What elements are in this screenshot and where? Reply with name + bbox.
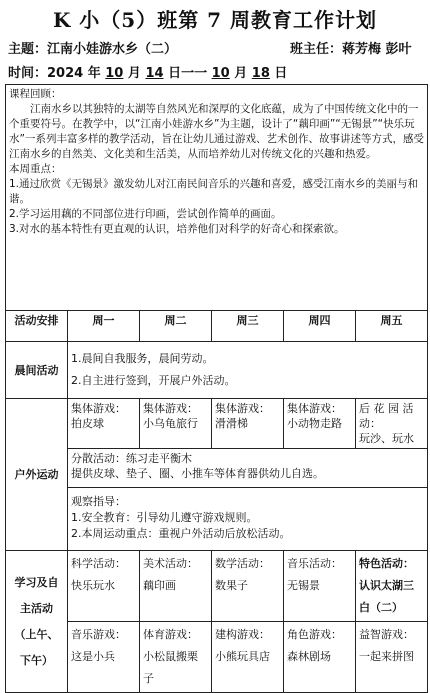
day-header-tue: 周二 <box>140 311 212 342</box>
morning-line: 1.晨间自我服务，晨间劳动。 <box>71 352 214 365</box>
cell-title: 美术活动： <box>143 557 198 570</box>
teacher-line <box>290 38 412 57</box>
cell-title: 科学活动： <box>71 557 126 570</box>
cell-title: 集体游戏： <box>143 402 198 415</box>
outdoor-cell-thu <box>284 399 356 449</box>
cell-content: 小松鼠搬栗子 <box>143 650 198 685</box>
end-month: 10 <box>211 66 230 81</box>
theme-line <box>8 38 177 57</box>
focus-item: 3.对水的基本特性有更直观的认识，培养他们对科学的好奇心和探索欲。 <box>9 223 345 235</box>
end-day-char: 日 <box>274 66 288 81</box>
cell-content: 滑滑梯 <box>215 417 248 430</box>
review-row <box>6 85 428 311</box>
morning-content <box>68 342 428 399</box>
learning-label-line: 主活动 <box>20 601 53 615</box>
time-year: 2024 年 <box>47 66 101 81</box>
date-separator: 日一一 <box>168 66 208 81</box>
focus-item: 2.学习运用藕的不同部位进行印画，尝试创作简单的画面。 <box>9 208 282 220</box>
theme-label: 主题： <box>8 42 48 57</box>
game-cell-tue <box>140 622 212 693</box>
cell-title: 建构游戏： <box>215 628 270 641</box>
date-range <box>8 62 287 81</box>
cell-title: 集体游戏： <box>71 402 126 415</box>
focus-item: 1.通过欣赏《无锡景》激发幼儿对江南民间音乐的兴趣和喜爱，感受江南水乡的美丽与和谐。 <box>9 178 419 205</box>
scatter-activity <box>68 449 428 488</box>
teacher-label: 班主任： <box>290 42 343 57</box>
cell-title: 集体游戏： <box>287 402 342 415</box>
start-month: 10 <box>105 66 124 81</box>
cell-title: 体育游戏： <box>143 628 198 641</box>
game-cell-wed <box>212 622 284 693</box>
cell-content: 认识太湖三白（二） <box>359 579 414 614</box>
cell-title: 角色游戏： <box>287 628 342 641</box>
corner-header: 活动安排 <box>6 311 68 342</box>
cell-content: 拍皮球 <box>71 417 104 430</box>
outdoor-observe-row <box>6 488 428 551</box>
start-day: 14 <box>145 66 164 81</box>
cell-content: 玩沙、玩水 <box>359 432 414 445</box>
day-header-thu: 周四 <box>284 311 356 342</box>
morning-row <box>6 342 428 399</box>
cell-title: 音乐游戏： <box>71 628 126 641</box>
cell-content: 这是小兵 <box>71 650 115 663</box>
scatter-title: 分散活动：练习走平衡木 <box>71 452 192 465</box>
observe-line: 2.本周运动重点：重视户外活动后放松活动。 <box>71 527 291 540</box>
outdoor-scatter-row <box>6 449 428 488</box>
morning-label: 晨间活动 <box>6 342 68 399</box>
outdoor-cell-wed <box>212 399 284 449</box>
cell-content: 无锡景 <box>287 579 320 592</box>
learning-cell-mon <box>68 551 140 622</box>
cell-content: 藕印画 <box>143 579 176 592</box>
observe-line: 1.安全教育：引导幼儿遵守游戏规则。 <box>71 511 258 524</box>
outdoor-cell-fri <box>356 399 428 449</box>
learning-cell-wed <box>212 551 284 622</box>
time-label: 时间： <box>8 66 48 81</box>
day-header-wed: 周三 <box>212 311 284 342</box>
learning-label <box>6 551 68 693</box>
cell-title: 益智游戏： <box>359 628 414 641</box>
weekly-plan-table <box>5 84 428 693</box>
outdoor-cell-tue <box>140 399 212 449</box>
theme-value: 江南小娃游水乡（二） <box>47 42 178 57</box>
scatter-body: 提供皮球、垫子、圈、小推车等体育器供幼儿自选。 <box>71 467 324 480</box>
cell-title: 特色活动： <box>359 557 414 570</box>
morning-line: 2.自主进行签到，开展户外活动。 <box>71 374 236 387</box>
cell-title: 音乐活动： <box>287 557 342 570</box>
learning-row-1 <box>6 551 428 622</box>
learning-label-line: 下午） <box>20 653 53 667</box>
day-header-fri: 周五 <box>356 311 428 342</box>
observe-title: 观察指导： <box>71 495 126 508</box>
focus-heading: 本周重点： <box>9 163 62 175</box>
day-header-row <box>6 311 428 342</box>
learning-label-line: 学习及自 <box>14 575 59 589</box>
learning-label-line: （上午、 <box>14 627 59 641</box>
cell-title: 集体游戏： <box>215 402 270 415</box>
learning-cell-tue <box>140 551 212 622</box>
outdoor-cell-mon <box>68 399 140 449</box>
cell-content: 快乐玩水 <box>71 579 115 592</box>
day-header-mon: 周一 <box>68 311 140 342</box>
outdoor-label: 户外运动 <box>6 399 68 551</box>
learning-cell-fri <box>356 551 428 622</box>
game-cell-fri <box>356 622 428 693</box>
cell-content: 小动物走路 <box>287 417 342 430</box>
game-cell-thu <box>284 622 356 693</box>
outdoor-group-row <box>6 399 428 449</box>
end-day: 18 <box>251 66 270 81</box>
cell-content: 小乌龟旅行 <box>143 417 198 430</box>
cell-title: 后 花 园 活动： <box>359 402 414 430</box>
review-cell <box>6 85 428 311</box>
review-paragraph: 江南水乡以其独特的太湖等自然风光和深厚的文化底蕴，成为了中国传统文化中的一个重要符号。在教学中，以“江南小娃游水乡”为主题，设计了“藕印画”“无锡景”“快乐玩水”一系列丰富多样的教学活动，旨在让幼儿通过游戏、艺术创作、故事讲述等方式，感受江南水乡的自然美、文化美和生活美，从而培养幼儿对传统文化的兴趣和热爱。 <box>9 103 424 160</box>
teacher-names: 蒋芳梅 彭叶 <box>342 42 412 57</box>
learning-cell-thu <box>284 551 356 622</box>
page-title: K 小（5）班第 7 周教育工作计划 <box>52 8 378 32</box>
observe-guidance <box>68 488 428 551</box>
game-cell-mon <box>68 622 140 693</box>
cell-content: 一起来拼图 <box>359 650 414 663</box>
cell-content: 小熊玩具店 <box>215 650 270 663</box>
month-char: 月 <box>127 66 141 81</box>
cell-content: 森林剧场 <box>287 650 331 663</box>
month-char-2: 月 <box>234 66 248 81</box>
cell-title: 数学活动： <box>215 557 270 570</box>
cell-content: 数果子 <box>215 579 248 592</box>
review-heading: 课程回顾： <box>9 88 62 100</box>
learning-row-2 <box>6 622 428 693</box>
